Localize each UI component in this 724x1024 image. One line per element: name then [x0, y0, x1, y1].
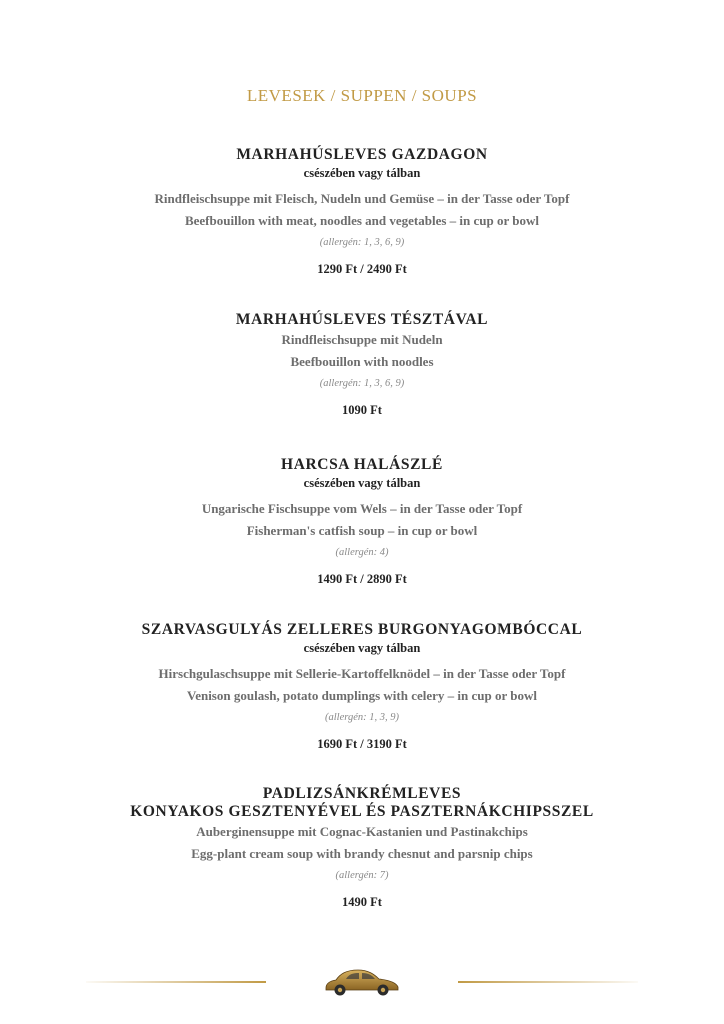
item-price: 1090 Ft [342, 403, 382, 417]
item-name-line2: KONYAKOS GESZTENYÉVEL ÉS PASZTERNÁKCHIPSSZEL [130, 803, 594, 820]
menu-item [0, 785, 724, 910]
menu-item [0, 621, 724, 752]
item-name: PADLIZSÁNKRÉMLEVES [262, 785, 462, 802]
item-allergen: (allergén: 1, 3, 9) [325, 712, 399, 723]
menu-item [0, 311, 724, 418]
item-name: MARHAHÚSLEVES GAZDAGON [236, 146, 488, 163]
item-price: 1690 Ft / 3190 Ft [317, 737, 407, 751]
item-price: 1290 Ft / 2490 Ft [317, 262, 407, 276]
menu-item [0, 456, 724, 587]
item-price: 1490 Ft / 2890 Ft [317, 572, 407, 586]
item-serving: csészében vagy tálban [303, 166, 421, 180]
section-title: LEVESEK / SUPPEN / SOUPS [246, 86, 478, 105]
item-desc-de: Ungarische Fischsuppe vom Wels – in der Tasse oder Topf [201, 501, 523, 516]
item-allergen: (allergén: 1, 3, 6, 9) [319, 237, 405, 248]
item-serving: csészében vagy tálban [303, 476, 421, 490]
menu-item [0, 146, 724, 277]
item-desc-de: Rindfleischsuppe mit Nudeln [281, 332, 443, 347]
item-name: HARCSA HALÁSZLÉ [281, 456, 443, 473]
item-desc-de: Hirschgulaschsuppe mit Sellerie-Kartoffelknödel – in der Tasse oder Topf [158, 666, 566, 681]
item-desc-en: Fisherman's catfish soup – in cup or bowl [246, 523, 478, 538]
footer-rule-right [458, 981, 638, 983]
vintage-car-icon [322, 964, 402, 998]
item-allergen: (allergén: 7) [335, 870, 389, 881]
item-desc-de: Rindfleischsuppe mit Fleisch, Nudeln und Gemüse – in der Tasse oder Topf [154, 191, 570, 206]
item-name: SZARVASGULYÁS ZELLERES BURGONYAGOMBÓCCAL [141, 621, 583, 638]
item-name: MARHAHÚSLEVES TÉSZTÁVAL [235, 311, 489, 328]
item-desc-en: Beefbouillon with meat, noodles and vegetables – in cup or bowl [184, 213, 540, 228]
item-allergen: (allergén: 1, 3, 6, 9) [319, 378, 405, 389]
item-price: 1490 Ft [342, 895, 382, 909]
item-desc-en: Beefbouillon with noodles [290, 354, 434, 369]
item-desc-de: Auberginensuppe mit Cognac-Kastanien und Pastinakchips [196, 824, 528, 839]
item-desc-en: Egg-plant cream soup with brandy chesnut and parsnip chips [191, 846, 533, 861]
item-allergen: (allergén: 4) [335, 547, 389, 558]
item-serving: csészében vagy tálban [303, 641, 421, 655]
footer-rule-left [86, 981, 266, 983]
item-desc-en: Venison goulash, potato dumplings with celery – in cup or bowl [187, 688, 537, 703]
